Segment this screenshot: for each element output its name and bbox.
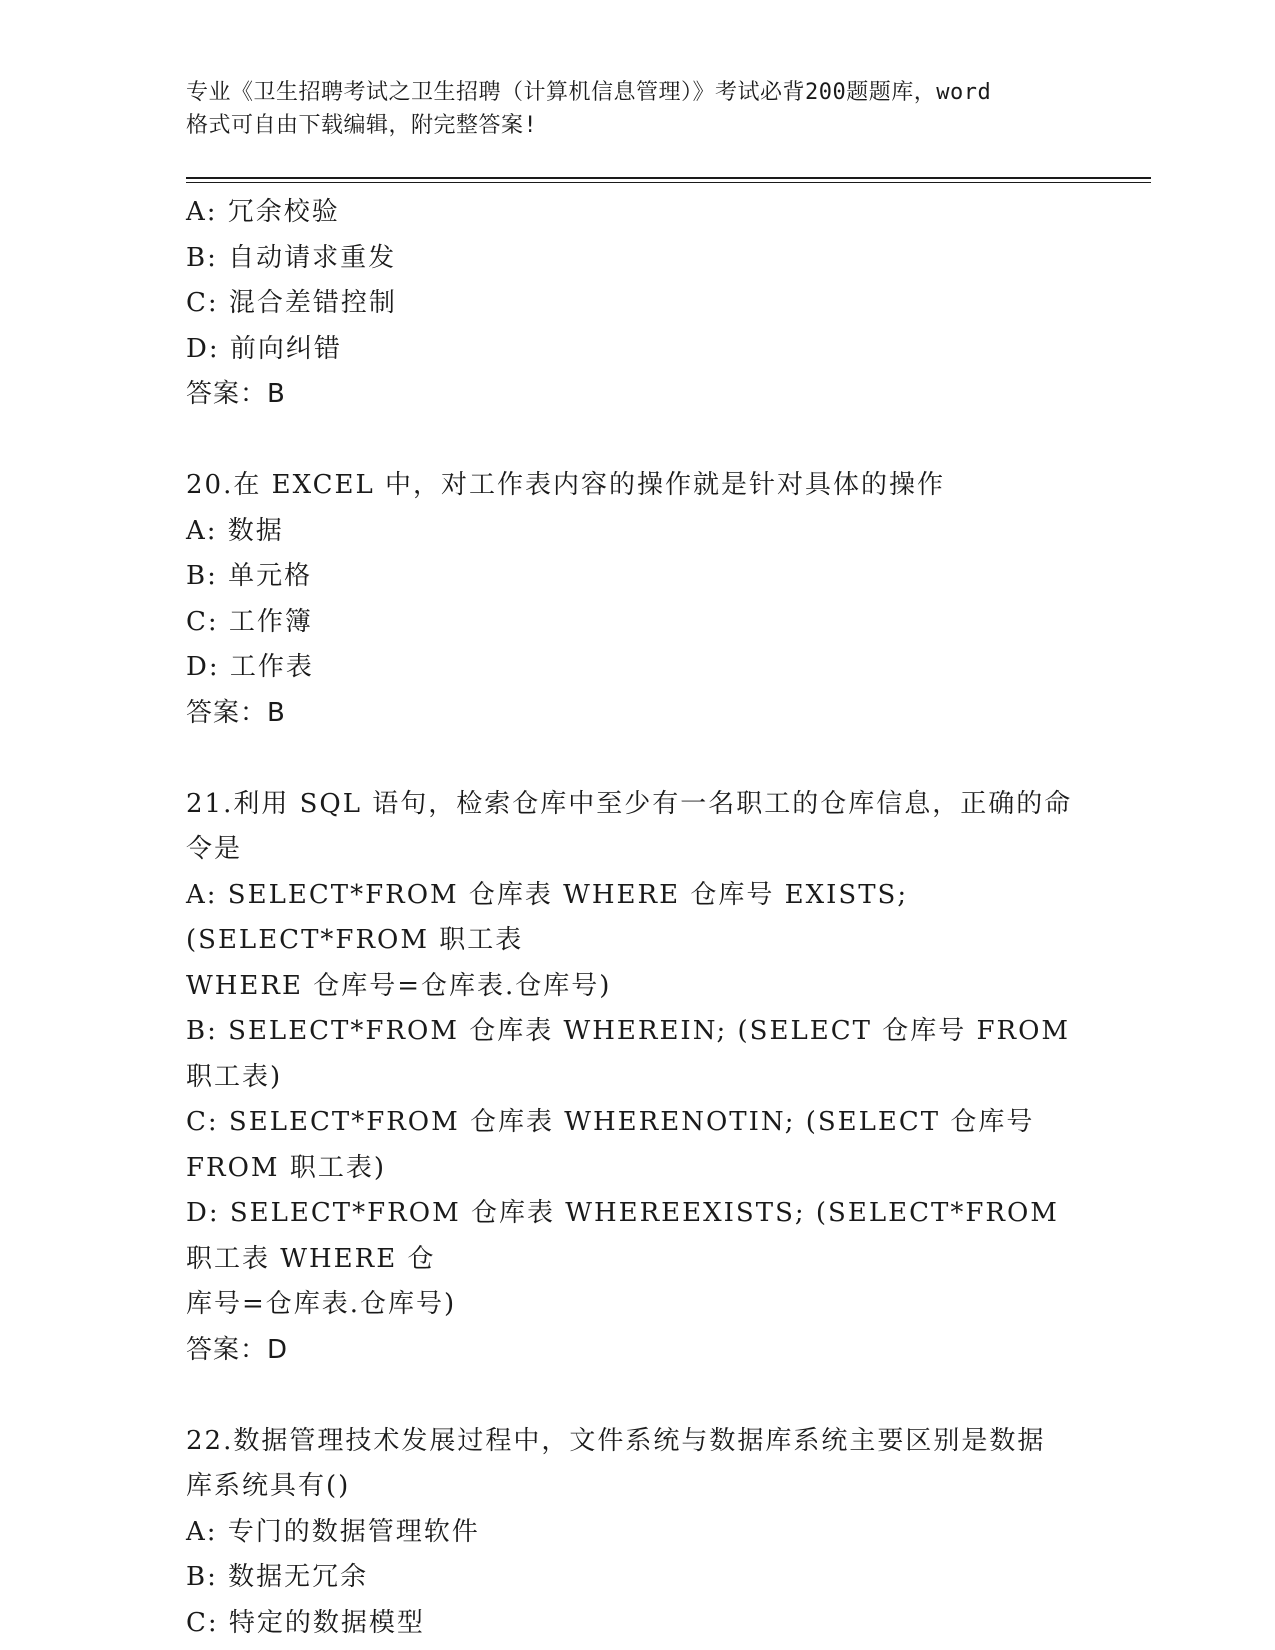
option-b: B: 数据无冗余 bbox=[186, 1562, 369, 1592]
option-d: D: 前向纠错 bbox=[186, 333, 342, 364]
document-header bbox=[186, 76, 1086, 142]
header-divider-thin bbox=[186, 182, 1151, 183]
question-text-line-2: 库系统具有() bbox=[186, 1471, 351, 1501]
option-b: B: 自动请求重发 bbox=[186, 242, 397, 273]
option-d-line-2: 库号=仓库表.仓库号) bbox=[186, 1289, 457, 1319]
spacer bbox=[186, 418, 1086, 464]
answer: 答案：B bbox=[186, 379, 286, 409]
question-text: 20.在 EXCEL 中，对工作表内容的操作就是针对具体的操作 bbox=[186, 470, 946, 500]
question-20-block bbox=[186, 463, 1086, 736]
question-21-block bbox=[186, 782, 1086, 1374]
option-a-line-1: A: SELECT*FROM 仓库表 WHERE 仓库号 EXISTS; (SELECT*FROM 职工表 bbox=[186, 879, 919, 955]
option-d: D: 工作表 bbox=[186, 652, 314, 682]
option-a-line-2: WHERE 仓库号=仓库表.仓库号) bbox=[186, 970, 612, 1001]
option-b: B: 单元格 bbox=[186, 561, 313, 591]
option-b: B: SELECT*FROM 仓库表 WHEREIN; (SELECT 仓库号 FROM 职工表) bbox=[186, 1016, 1081, 1092]
option-a: A: 数据 bbox=[186, 515, 284, 546]
question-22-block bbox=[186, 1419, 1086, 1647]
option-c: C: 特定的数据模型 bbox=[186, 1607, 425, 1638]
option-a: A: 专门的数据管理软件 bbox=[186, 1516, 480, 1547]
question-text-line-1: 22.数据管理技术发展过程中，文件系统与数据库系统主要区别是数据 bbox=[186, 1425, 1046, 1456]
answer: 答案：B bbox=[186, 697, 286, 728]
header-line-1: 专业《卫生招聘考试之卫生招聘（计算机信息管理）》考试必背200题题库，word bbox=[186, 80, 992, 105]
option-d-line-1: D: SELECT*FROM 仓库表 WHEREEXISTS; (SELECT*FROM 职工表 WHERE 仓 bbox=[186, 1198, 1070, 1274]
question-text-line-1: 21.利用 SQL 语句，检索仓库中至少有一名职工的仓库信息，正确的命 bbox=[186, 788, 1073, 819]
header-line-2: 格式可自由下载编辑，附完整答案! bbox=[186, 113, 538, 138]
question-19-block bbox=[186, 190, 1086, 418]
question-text-line-2: 令是 bbox=[186, 834, 243, 864]
spacer bbox=[186, 736, 1086, 782]
option-c: C: SELECT*FROM 仓库表 WHERENOTIN; (SELECT 仓库号 FROM 职工表) bbox=[186, 1107, 1045, 1183]
option-c: C: 混合差错控制 bbox=[186, 288, 397, 318]
option-a: A: 冗余校验 bbox=[186, 197, 340, 227]
document-body bbox=[186, 190, 1086, 1646]
option-c: C: 工作簿 bbox=[186, 606, 313, 637]
spacer bbox=[186, 1373, 1086, 1419]
answer: 答案：D bbox=[186, 1334, 289, 1365]
header-divider-thick bbox=[186, 177, 1151, 179]
